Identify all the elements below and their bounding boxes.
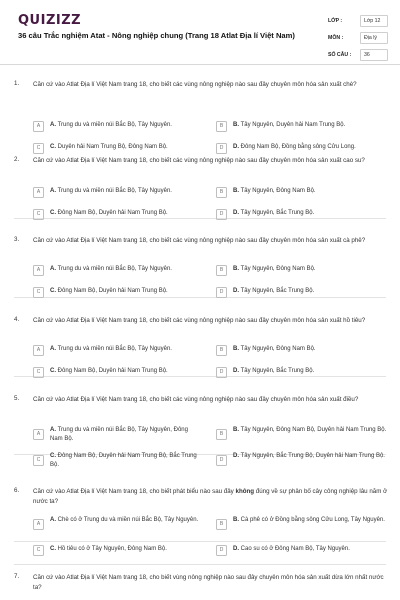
option-text: Đông Nam Bộ, Duyên hải Nam Trung Bộ. xyxy=(57,210,168,216)
option-a[interactable] xyxy=(33,426,201,444)
option-text: Đông Nam Bộ, Đồng bằng sông Cửu Long. xyxy=(240,144,356,150)
option-label: A. xyxy=(50,517,56,523)
option-d[interactable] xyxy=(216,287,388,298)
option-text: Tây Nguyên, Đông Nam Bộ, Duyên hải Nam Trung Bộ. xyxy=(240,427,387,433)
question-text: Căn cứ vào Atlat Địa lí Việt Nam trang 18, cho biết phát biểu nào sau đây không đúng về sự phân bố cây công nghiệp lâu năm ở nước ta? xyxy=(33,488,388,505)
option-text: Hồ tiêu có ở Tây Nguyên, Đông Nam Bộ. xyxy=(57,546,167,552)
option-b[interactable] xyxy=(216,426,392,440)
option-text: Tây Nguyên, Bắc Trung Bộ. xyxy=(240,368,315,374)
option-text: Tây Nguyên, Bắc Trung Bộ, Duyên hải Nam Trung Bộ. xyxy=(240,453,385,459)
option-key: B xyxy=(216,265,227,276)
option-d[interactable] xyxy=(216,143,388,154)
option-label: C. xyxy=(50,144,56,150)
option-c[interactable] xyxy=(33,367,198,378)
question-text: Căn cứ vào Atlat Địa lí Việt Nam trang 18, cho biết các vùng nông nghiệp nào sau đây chuyên môn hóa sản xuất cao su? xyxy=(33,157,365,164)
option-key: B xyxy=(216,519,227,530)
option-label: C. xyxy=(50,453,56,459)
option-text: Trung du và miền núi Bắc Bộ, Tây Nguyên. xyxy=(57,188,172,194)
worksheet-title: 36 câu Trắc nghiệm Atat - Nông nghiệp chung (Trang 18 Atlat Địa lí Việt Nam) xyxy=(18,31,295,40)
option-text: Tây Nguyên, Đông Nam Bộ. xyxy=(240,346,316,352)
option-label: C. xyxy=(50,368,56,374)
option-label: D. xyxy=(233,144,239,150)
option-text: Duyên hải Nam Trung Bộ, Đông Nam Bộ. xyxy=(57,144,168,150)
option-d[interactable] xyxy=(216,545,392,556)
option-d[interactable] xyxy=(216,367,388,378)
option-text: Trung du và miền núi Bắc Bộ, Tây Nguyên, Đông Nam Bộ. xyxy=(50,427,188,442)
option-d[interactable] xyxy=(216,209,388,220)
emphasis-not: không xyxy=(235,488,255,495)
question-text: Căn cứ vào Atlat Địa lí Việt Nam trang 18, cho biết các vùng nông nghiệp nào sau đây chuyên môn hóa sản xuất cà phê? xyxy=(33,237,366,244)
option-text: Trung du và miền núi Bắc Bộ, Tây Nguyên. xyxy=(57,266,172,272)
option-key: C xyxy=(33,455,44,466)
option-text: Tây Nguyên, Bắc Trung Bộ. xyxy=(240,210,315,216)
option-key: D xyxy=(216,209,227,220)
option-a[interactable] xyxy=(33,265,198,276)
question-text: Căn cứ vào Atlat Địa lí Việt Nam trang 18, cho biết các vùng nông nghiệp nào sau đây chuyên môn hóa sản xuất hồ tiêu? xyxy=(33,317,366,324)
option-label: A. xyxy=(50,346,56,352)
question-number: 4. xyxy=(14,316,20,323)
question-number: 2. xyxy=(14,156,20,163)
option-a[interactable] xyxy=(33,516,201,530)
option-key: C xyxy=(33,143,44,154)
option-label: B. xyxy=(233,346,239,352)
option-label: D. xyxy=(233,368,239,374)
question-number: 3. xyxy=(14,236,20,243)
option-label: B. xyxy=(233,427,239,433)
option-label: A. xyxy=(50,188,56,194)
option-label: C. xyxy=(50,210,56,216)
question-text: Căn cứ vào Atlat Địa lí Việt Nam trang 18, cho biết vùng nông nghiệp nào sau đây chuyên môn hóa sản xuất dừa lớn nhất nước ta? xyxy=(33,574,384,591)
question-number: 6. xyxy=(14,487,20,494)
option-key: D xyxy=(216,367,227,378)
meta-label: LỚP : xyxy=(328,18,343,24)
option-label: A. xyxy=(50,122,56,128)
option-b[interactable] xyxy=(216,187,388,198)
option-label: C. xyxy=(50,288,56,294)
question-number: 5. xyxy=(14,395,20,402)
option-key: C xyxy=(33,287,44,298)
meta-label: MÔN : xyxy=(328,35,344,41)
option-b[interactable] xyxy=(216,265,388,276)
option-text: Tây Nguyên, Duyên hải Nam Trung Bộ. xyxy=(240,122,346,128)
option-key: D xyxy=(216,545,227,556)
option-key: D xyxy=(216,143,227,154)
worksheet-header xyxy=(0,0,400,65)
meta-row-subject xyxy=(328,31,388,45)
option-key: B xyxy=(216,429,227,440)
option-c[interactable] xyxy=(33,287,198,298)
meta-label: SỐ CÂU : xyxy=(328,52,352,58)
question-number: 1. xyxy=(14,80,20,87)
meta-row-question-count xyxy=(328,48,388,62)
option-text: Trung du và miền núi Bắc Bộ, Tây Nguyên. xyxy=(57,122,172,128)
option-label: A. xyxy=(50,266,56,272)
option-label: D. xyxy=(233,546,239,552)
option-label: C. xyxy=(50,546,56,552)
option-label: D. xyxy=(233,210,239,216)
option-label: B. xyxy=(233,122,239,128)
option-label: B. xyxy=(233,266,239,272)
option-c[interactable] xyxy=(33,143,198,154)
option-a[interactable] xyxy=(33,187,198,198)
option-text: Tây Nguyên, Đông Nam Bộ. xyxy=(240,266,316,272)
meta-value: Lớp 12 xyxy=(360,15,388,27)
option-c[interactable] xyxy=(33,452,201,470)
question-number: 7. xyxy=(14,573,20,580)
option-label: B. xyxy=(233,517,239,523)
option-key: B xyxy=(216,187,227,198)
option-b[interactable] xyxy=(216,345,388,356)
option-key: D xyxy=(216,287,227,298)
option-label: D. xyxy=(233,288,239,294)
option-key: A xyxy=(33,429,44,440)
option-c[interactable] xyxy=(33,209,198,220)
question-divider xyxy=(14,564,386,565)
option-key: C xyxy=(33,545,44,556)
option-key: B xyxy=(216,121,227,132)
option-key: A xyxy=(33,265,44,276)
quizizz-logo: QUIZIZZ xyxy=(18,13,82,28)
meta-value: Địa lý xyxy=(360,32,388,44)
meta-row-grade xyxy=(328,14,388,28)
option-b[interactable] xyxy=(216,121,388,132)
option-text: Tây Nguyên, Bắc Trung Bộ. xyxy=(240,288,315,294)
question-text: Căn cứ vào Atlat Địa lí Việt Nam trang 18, cho biết các vùng nông nghiệp nào sau đây chuyên môn hóa sản xuất chè? xyxy=(33,81,357,88)
question-divider xyxy=(14,541,386,542)
option-label: A. xyxy=(50,427,56,433)
option-label: D. xyxy=(233,453,239,459)
option-text: Cao su có ở Đông Nam Bộ, Tây Nguyên. xyxy=(240,546,350,552)
worksheet-meta xyxy=(328,14,388,65)
option-b[interactable] xyxy=(216,516,392,530)
meta-value: 36 xyxy=(360,49,388,61)
option-text: Cà phê có ở Đồng bằng sông Cửu Long, Tây Nguyên. xyxy=(240,517,385,523)
option-c[interactable] xyxy=(33,545,201,556)
option-key: B xyxy=(216,345,227,356)
question-text: Căn cứ vào Atlat Địa lí Việt Nam trang 18, cho biết các vùng nông nghiệp nào sau đây chuyên môn hóa sản xuất điều? xyxy=(33,396,359,403)
option-d[interactable] xyxy=(216,452,392,466)
option-text: Tây Nguyên, Đông Nam Bộ. xyxy=(240,188,316,194)
option-label: B. xyxy=(233,188,239,194)
option-key: A xyxy=(33,121,44,132)
option-text: Trung du và miền núi Bắc Bộ, Tây Nguyên. xyxy=(57,346,172,352)
option-a[interactable] xyxy=(33,345,198,356)
option-key: D xyxy=(216,455,227,466)
option-text: Đông Nam Bộ, Duyên hải Nam Trung Bộ. xyxy=(57,288,168,294)
option-key: C xyxy=(33,209,44,220)
option-text: Đông Nam Bộ, Duyên hải Nam Trung Bộ. xyxy=(57,368,168,374)
option-a[interactable] xyxy=(33,121,198,132)
option-key: A xyxy=(33,519,44,530)
option-key: A xyxy=(33,187,44,198)
option-key: C xyxy=(33,367,44,378)
option-text: Đông Nam Bộ, Duyên hải Nam Trung Bộ, Bắc Trung Bộ. xyxy=(50,453,197,468)
option-text: Chè có ở Trung du và miền núi Bắc Bộ, Tây Nguyên. xyxy=(57,517,199,523)
option-key: A xyxy=(33,345,44,356)
